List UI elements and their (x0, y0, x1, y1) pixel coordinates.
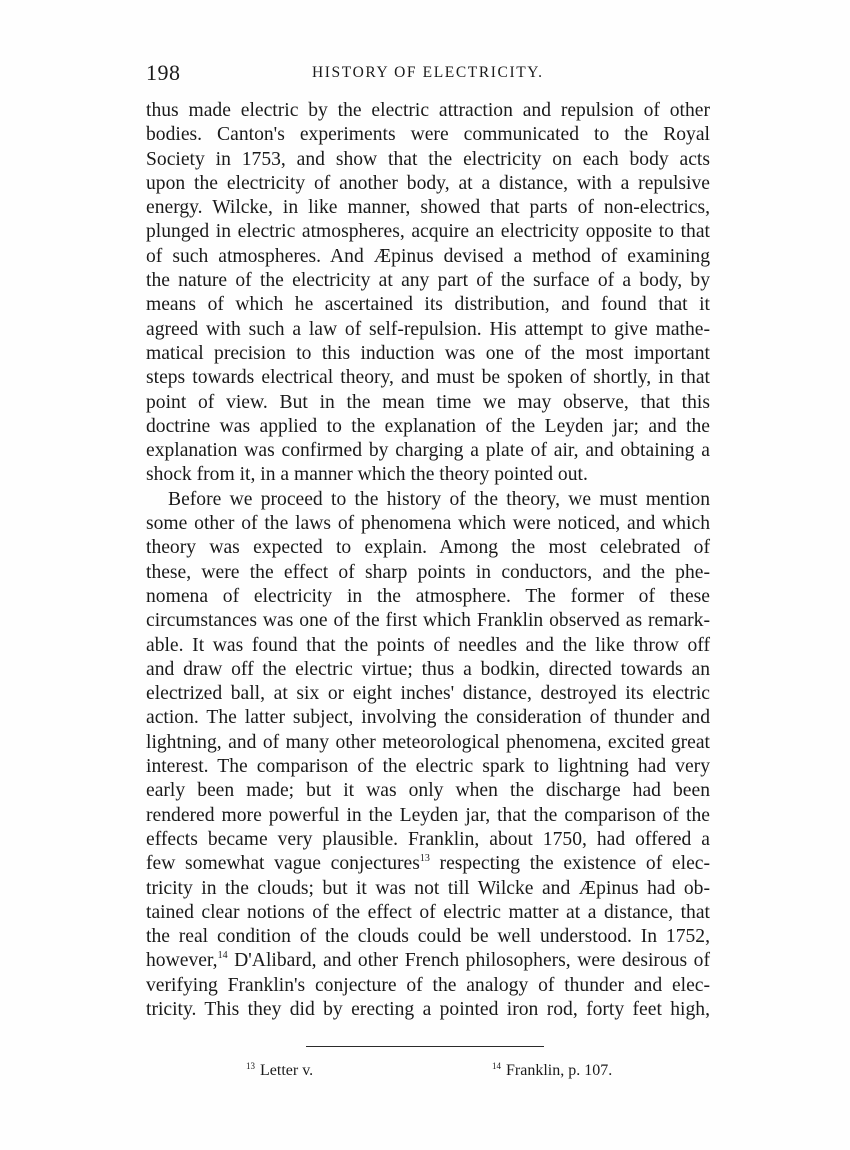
footnote-text: Letter v. (260, 1062, 314, 1079)
text-line: action. The latter subject, involving the consideration of thunder and (146, 707, 710, 729)
text-line: shock from it, in a manner which the theory pointed out. (146, 464, 588, 486)
footnote-mark: 14 (492, 1061, 501, 1071)
text-line-with-footnote-ref (146, 852, 710, 876)
text-line: tained clear notions of the effect of electric matter at a distance, that (146, 901, 710, 923)
text-line: interest. The comparison of the electric spark to lightning had very (146, 756, 710, 778)
footnote-mark: 13 (246, 1061, 255, 1071)
text-line: agreed with such a law of self-repulsion. His attempt to give mathe- (146, 318, 710, 340)
page-number: 198 (146, 60, 181, 85)
text-line: and draw off the electric virtue; thus a bodkin, directed towards an (146, 658, 710, 680)
text-fragment: however, (146, 950, 218, 972)
text-line: tricity. This they did by erecting a pointed iron rod, forty feet high, (146, 998, 710, 1020)
text-line: lightning, and of many other meteorological phenomena, excited great (146, 731, 710, 753)
text-line: early been made; but it was only when the discharge had been (146, 780, 710, 802)
text-line: the real condition of the clouds could be well understood. In 1752, (146, 926, 710, 948)
text-fragment: few somewhat vague conjectures (146, 853, 420, 875)
text-line: electrized ball, at six or eight inches' distance, destroyed its electric (146, 683, 710, 705)
text-line: plunged in electric atmospheres, acquire an electricity opposite to that (146, 221, 710, 243)
text-line: explanation was confirmed by charging a plate of air, and obtaining a (146, 440, 710, 462)
footnote-ref-14[interactable]: 14 (217, 950, 228, 962)
text-line: bodies. Canton's experiments were communicated to the Royal (146, 124, 710, 146)
text-line: of such atmospheres. And Æpinus devised a method of examining (146, 245, 710, 267)
text-line: able. It was found that the points of needles and the like throw off (146, 634, 710, 656)
text-line: the nature of the electricity at any part of the surface of a body, by (146, 270, 710, 292)
text-line: theory was expected to explain. Among the most celebrated of (146, 537, 710, 559)
text-line: nomena of electricity in the atmosphere. The former of these (146, 585, 710, 607)
text-line: matical precision to this induction was one of the most important (146, 342, 710, 364)
text-line: Society in 1753, and show that the electricity on each body acts (146, 148, 710, 170)
footnote-ref-13[interactable]: 13 (419, 853, 430, 865)
text-line: tricity in the clouds; but it was not till Wilcke and Æpinus had ob- (146, 877, 710, 899)
text-line: effects became very plausible. Franklin, about 1750, had offered a (146, 828, 710, 850)
text-line: these, were the effect of sharp points in conductors, and the phe- (146, 561, 710, 583)
text-line: some other of the laws of phenomena which were noticed, and which (146, 513, 710, 535)
running-head (146, 60, 710, 90)
text-line: thus made electric by the electric attraction and repulsion of other (146, 100, 710, 121)
text-line: means of which he ascertained its distribution, and found that it (146, 294, 710, 316)
footnote-14 (492, 1061, 612, 1080)
footnote-text: Franklin, p. 107. (506, 1062, 613, 1079)
footnote-divider (306, 1046, 544, 1047)
text-line: rendered more powerful in the Leyden jar, that the comparison of the (146, 804, 710, 826)
footnote-13 (246, 1061, 313, 1080)
text-line-with-footnote-ref (146, 949, 710, 973)
text-body (146, 99, 710, 1022)
text-line: point of view. But in the mean time we may observe, that this (146, 391, 710, 413)
text-line: upon the electricity of another body, at a distance, with a repulsive (146, 172, 710, 194)
text-line: doctrine was applied to the explanation of the Leyden jar; and the (146, 415, 710, 437)
text-fragment: respecting the existence of elec- (429, 853, 710, 875)
text-line: circumstances was one of the first which Franklin observed as remark- (146, 610, 710, 632)
running-title: HISTORY OF ELECTRICITY. (312, 64, 544, 81)
text-line: steps towards electrical theory, and must be spoken of shortly, in that (146, 367, 710, 389)
text-fragment: D'Alibard, and other French philosophers, were desirous of (227, 950, 710, 972)
text-line: Before we proceed to the history of the theory, we must mention (168, 488, 710, 510)
text-line: energy. Wilcke, in like manner, showed that parts of non-electrics, (146, 197, 710, 219)
text-line: verifying Franklin's conjecture of the analogy of thunder and elec- (146, 974, 710, 996)
